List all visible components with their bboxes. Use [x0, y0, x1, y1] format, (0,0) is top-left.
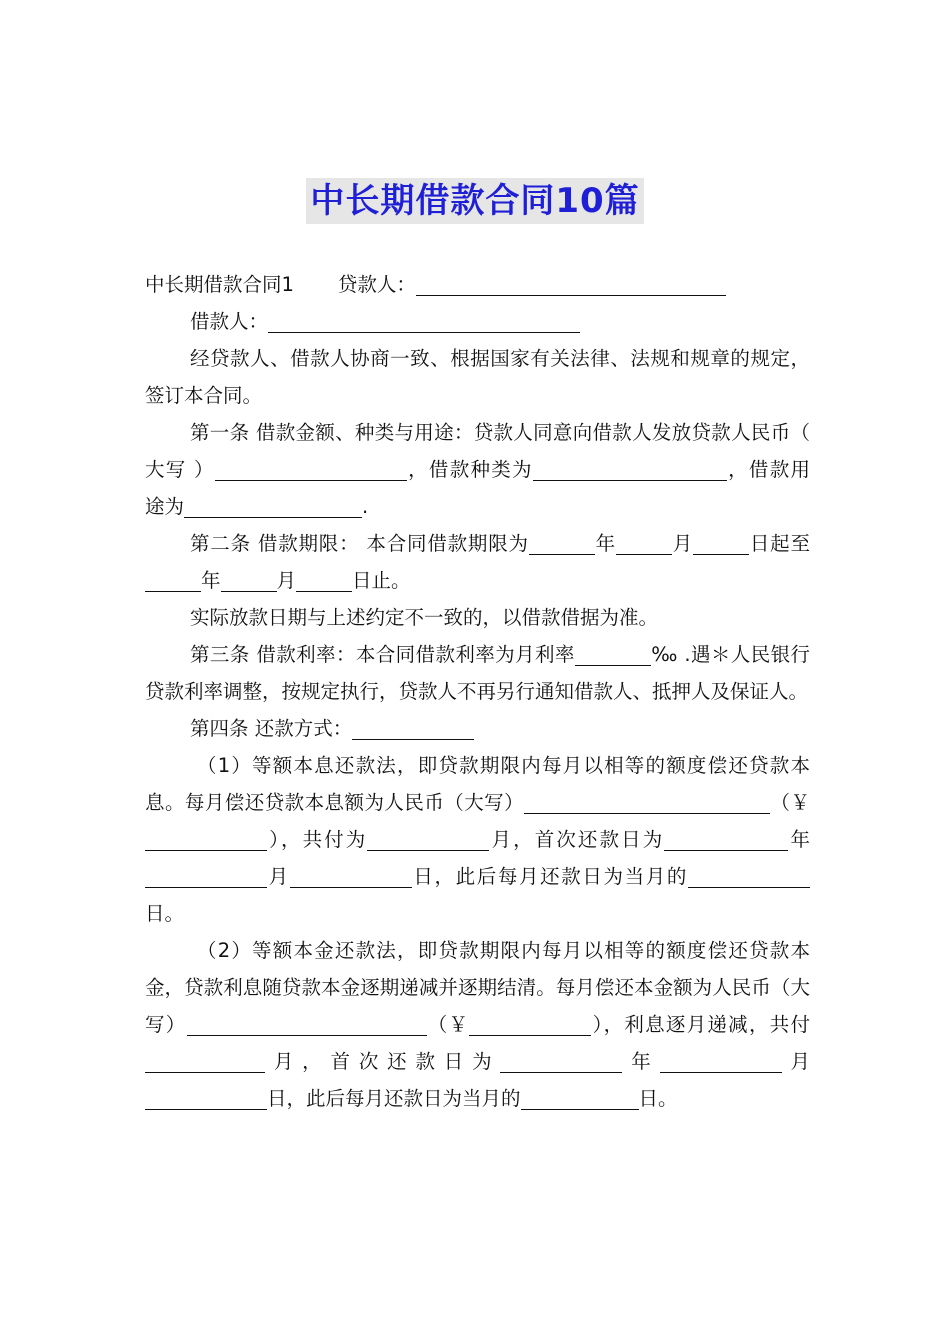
- article-3-paragraph: [145, 636, 810, 710]
- repayment-method-blank: [352, 717, 474, 740]
- blank: [714, 791, 770, 814]
- blank: [660, 1050, 782, 1073]
- document-body: [145, 266, 810, 1117]
- month-label: 月: [267, 865, 290, 888]
- article-3-rest: ‰ .遇＊人民银行贷款利率调整，按规定执行，贷款人不再另行通知借款人、抵押人及保证人。: [145, 643, 811, 703]
- from-label: 起至: [770, 532, 810, 555]
- yen-open: （￥: [770, 791, 810, 814]
- blank: [469, 1013, 591, 1036]
- blank: [693, 532, 749, 555]
- article-1-text: 第一条 借款金额、种类与用途：贷款人同意向借款人发放贷款人民币（ 大写 ）: [145, 421, 810, 481]
- blank: [521, 1087, 617, 1110]
- article-2-paragraph: [145, 525, 810, 599]
- amount-blank: [215, 458, 407, 481]
- article-4-text: 第四条 还款方式：: [190, 717, 353, 740]
- blank: [290, 865, 412, 888]
- blank: [145, 865, 267, 888]
- blank: [145, 569, 201, 592]
- article-1-paragraph: [145, 414, 810, 525]
- monthly-date-label: 日，此后每月还款日为当月的: [411, 865, 688, 888]
- blank: [221, 569, 277, 592]
- borrower-blank: [268, 310, 580, 333]
- blank: [500, 1050, 622, 1073]
- rate-blank: [575, 643, 651, 666]
- month-label: 月: [781, 1050, 810, 1073]
- article-2-text: 第二条 借款期限： 本合同借款期限为: [190, 532, 529, 555]
- preamble-text: 经贷款人、借款人协商一致、根据国家有关法律、法规和规章的规定，签订本合同。: [145, 347, 810, 407]
- blank: [145, 1050, 265, 1073]
- method-2-text: （2）等额本金还款法，即贷款期限内每月以相等的额度偿还贷款本金，贷款利息随贷款本金逐期递减并逐期结清。每月偿还本金额为人民币（大写）: [145, 939, 810, 1036]
- contract-heading: 中长期借款合同1: [145, 273, 294, 296]
- borrower-label: 借款人：: [190, 310, 269, 333]
- loan-purpose-blank: [184, 495, 362, 518]
- lender-label: 贷款人：: [337, 273, 416, 296]
- article-3-text: 第三条 借款利率：本合同借款利率为月利率: [190, 643, 575, 666]
- article-4-paragraph: [145, 710, 810, 747]
- month-label: 月: [671, 532, 694, 555]
- document-title: 中长期借款合同10篇: [306, 178, 643, 224]
- year-label: 年: [594, 532, 616, 555]
- blank: [676, 828, 788, 851]
- year-label: 年: [788, 828, 810, 851]
- first-date-label: 月，首次还款日为: [265, 1050, 501, 1073]
- period-mark: .: [362, 495, 369, 518]
- blank: [664, 828, 676, 851]
- day-end: 日。: [145, 902, 185, 925]
- loan-type-blank: [533, 458, 727, 481]
- blank: [367, 828, 489, 851]
- blank: [145, 1087, 267, 1110]
- blank: [617, 1087, 639, 1110]
- blank: [187, 1013, 427, 1036]
- preamble-paragraph: [145, 340, 810, 414]
- yen-open: （￥: [426, 1013, 470, 1036]
- blank: [616, 532, 672, 555]
- blank: [524, 791, 714, 814]
- lender-blank: [416, 273, 726, 296]
- method-2-paragraph: [145, 932, 810, 1117]
- heading-line: [145, 266, 810, 303]
- total-label: ），共付为: [267, 828, 368, 851]
- monthly-date-label: 日，此后每月还款日为当月的: [267, 1087, 521, 1110]
- article-2-note-text: 实际放款日期与上述约定不一致的，以借款借据为准。: [190, 606, 659, 629]
- method-1-paragraph: [145, 747, 810, 932]
- blank: [688, 865, 810, 888]
- day-end: 日。: [638, 1087, 678, 1110]
- article-2-note: [145, 599, 810, 636]
- until-label: 日止。: [352, 569, 411, 592]
- first-date-label: 月，首次还款日为: [489, 828, 665, 851]
- document-title-block: [0, 178, 950, 224]
- blank: [145, 828, 267, 851]
- month-label: 月: [276, 569, 297, 592]
- day-label: 日: [749, 532, 771, 555]
- method-1-text: （1）等额本息还款法，即贷款期限内每月以相等的额度偿还贷款本息。每月偿还贷款本息额为人民币（大写）: [145, 754, 810, 814]
- loan-purpose-label: ，借款用途为: [145, 458, 810, 518]
- interest-label: ），利息逐月递减，共付: [591, 1013, 810, 1036]
- blank: [529, 532, 595, 555]
- loan-type-label: ，借款种类为: [406, 458, 533, 481]
- blank: [296, 569, 352, 592]
- year-label: 年: [622, 1050, 660, 1073]
- year-label: 年: [201, 569, 221, 592]
- borrower-line: [145, 303, 810, 340]
